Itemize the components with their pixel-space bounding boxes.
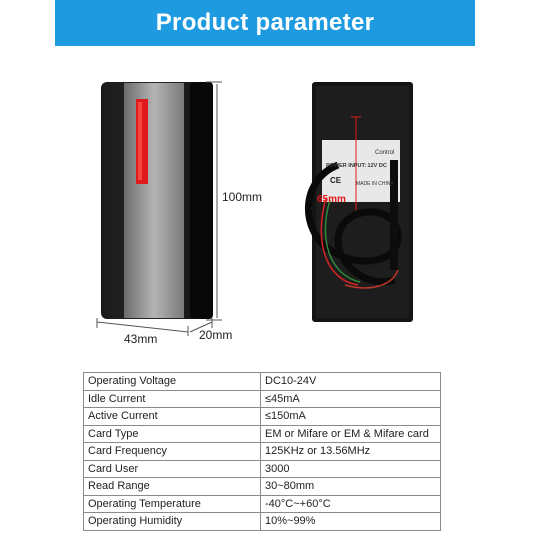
page-title: Product parameter: [155, 9, 375, 36]
spec-value: -40°C~+60°C: [261, 495, 441, 513]
spec-value: ≤45mA: [261, 390, 441, 408]
spec-value: 125KHz or 13.56MHz: [261, 443, 441, 461]
device-side: [190, 82, 213, 319]
table-row: [84, 495, 441, 513]
spec-label: Operating Temperature: [84, 495, 261, 513]
spec-label: Idle Current: [84, 390, 261, 408]
spec-label: Card Frequency: [84, 443, 261, 461]
spec-label: Operating Voltage: [84, 373, 261, 391]
table-row: [84, 390, 441, 408]
width-label: 43mm: [124, 332, 158, 346]
spec-value: 30~80mm: [261, 478, 441, 496]
back-label-ce: CE: [330, 176, 342, 185]
spec-value: 10%~99%: [261, 513, 441, 531]
title-banner: [55, 0, 475, 46]
back-label-line1: Control: [375, 150, 395, 156]
table-row: [84, 443, 441, 461]
spec-label: Active Current: [84, 408, 261, 426]
spec-label: Operating Humidity: [84, 513, 261, 531]
table-row: [84, 478, 441, 496]
spec-value: DC10-24V: [261, 373, 441, 391]
cable-dimension-label: 65mm: [317, 194, 346, 205]
product-images: [0, 60, 550, 360]
spec-value: 3000: [261, 460, 441, 478]
spec-label: Card Type: [84, 425, 261, 443]
table-row: [84, 460, 441, 478]
table-row: [84, 513, 441, 531]
table-row: [84, 408, 441, 426]
spec-label: Read Range: [84, 478, 261, 496]
device-stripe: [124, 83, 184, 318]
back-label-made-in: MADE IN CHINA: [356, 181, 394, 187]
front-view: [101, 82, 213, 319]
height-label: 100mm: [222, 190, 263, 204]
table-row: [84, 373, 441, 391]
back-label-line2: POWER INPUT: 12V DC: [326, 163, 387, 169]
product-drawing: [0, 60, 550, 360]
table-row: [84, 425, 441, 443]
spec-value: ≤150mA: [261, 408, 441, 426]
spec-label: Card User: [84, 460, 261, 478]
spec-table: [83, 372, 441, 531]
depth-label: 20mm: [199, 328, 233, 342]
spec-value: EM or Mifare or EM & Mifare card: [261, 425, 441, 443]
